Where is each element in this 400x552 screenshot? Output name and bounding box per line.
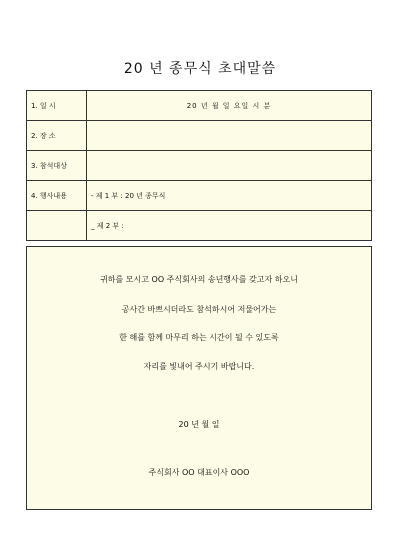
event-info-table	[26, 90, 372, 241]
attendees-value	[87, 151, 372, 181]
invitation-signature: 주식회사 OO 대표이사 OOO	[148, 468, 250, 477]
program-part1: - 제 1 부 : 20 년 종무식	[87, 181, 372, 211]
place-label: 2. 장 소	[27, 121, 87, 151]
program-part2: _ 제 2 부 :	[87, 211, 372, 241]
place-value	[87, 121, 372, 151]
table-row-attendees	[27, 151, 372, 181]
invitation-date: 20 년 월 일	[178, 420, 220, 429]
datetime-label: 1. 일 시	[27, 91, 87, 121]
datetime-value: 20 년 월 일 요일 시 분	[87, 91, 372, 121]
page-title: 20 년 종무식 초대말씀	[123, 61, 277, 77]
invitation-line-1: 귀하를 모시고 OO 주식회사의 송년행사를 갖고자 하오니	[100, 275, 298, 284]
table-row-program-2	[27, 211, 372, 241]
program-label-empty	[27, 211, 87, 241]
attendees-label: 3. 참석대상	[27, 151, 87, 181]
invitation-line-2: 공사간 바쁘시더라도 참석하시어 저물어가는	[121, 305, 277, 314]
table-row-place	[27, 121, 372, 151]
table-row-datetime	[27, 91, 372, 121]
invitation-line-3: 한 해를 함께 마무리 하는 시간이 될 수 있도록	[119, 333, 279, 342]
table-row-program	[27, 181, 372, 211]
program-label: 4. 행사내용	[27, 181, 87, 211]
invitation-line-4: 자리를 빛내어 주시기 바랍니다.	[143, 362, 255, 371]
invitation-box	[26, 246, 372, 510]
